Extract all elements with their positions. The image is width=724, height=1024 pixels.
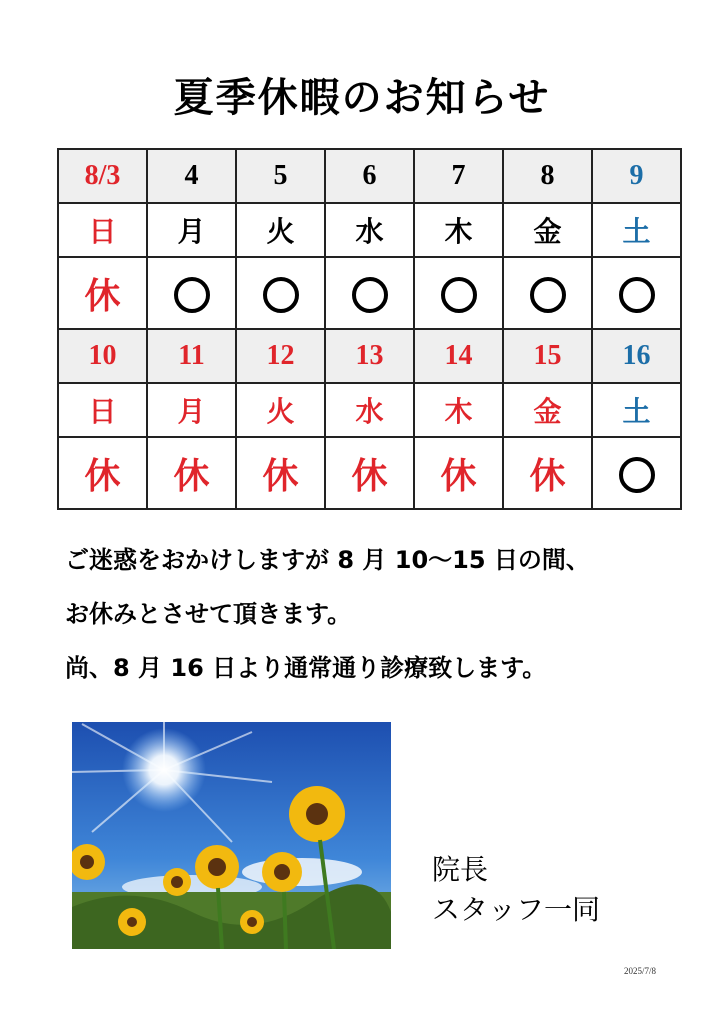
- status-cell: [147, 257, 236, 329]
- date-cell: 12: [236, 329, 325, 383]
- holiday-calendar: [57, 148, 682, 510]
- weekday-cell: 月: [147, 383, 236, 437]
- date-cell: 15: [503, 329, 592, 383]
- status-cell: 休: [503, 437, 592, 509]
- date-cell: 10: [58, 329, 147, 383]
- date-cell: 8: [503, 149, 592, 203]
- weekday-cell: 金: [503, 383, 592, 437]
- open-circle-icon: [174, 277, 210, 313]
- calendar-status-row: [58, 257, 681, 329]
- date-cell: 4: [147, 149, 236, 203]
- weekday-cell: 月: [147, 203, 236, 257]
- notice-title: 夏季休暇のお知らせ: [173, 75, 551, 121]
- calendar-date-row: [58, 149, 681, 203]
- weekday-cell: 火: [236, 383, 325, 437]
- calendar-dow-row: [58, 203, 681, 257]
- status-cell: 休: [58, 257, 147, 329]
- status-cell: 休: [58, 437, 147, 509]
- weekday-cell: 土: [592, 203, 681, 257]
- weekday-cell: 水: [325, 203, 414, 257]
- weekday-cell: 日: [58, 203, 147, 257]
- date-cell: 16: [592, 329, 681, 383]
- weekday-cell: 土: [592, 383, 681, 437]
- signature-director: 院長: [432, 853, 489, 886]
- date-cell: 13: [325, 329, 414, 383]
- status-cell: 休: [325, 437, 414, 509]
- status-cell: [236, 257, 325, 329]
- date-stamp: 2025/7/8: [624, 966, 657, 976]
- status-cell: 休: [414, 437, 503, 509]
- message-line-2: お休みとさせて頂きます。: [65, 600, 352, 628]
- weekday-cell: 金: [503, 203, 592, 257]
- signature-staff: スタッフ一同: [432, 893, 601, 926]
- date-cell: 11: [147, 329, 236, 383]
- calendar-date-row: [58, 329, 681, 383]
- weekday-cell: 火: [236, 203, 325, 257]
- open-circle-icon: [441, 277, 477, 313]
- weekday-cell: 水: [325, 383, 414, 437]
- date-cell: 7: [414, 149, 503, 203]
- status-cell: [503, 257, 592, 329]
- open-circle-icon: [530, 277, 566, 313]
- date-cell: 8/3: [58, 149, 147, 203]
- status-cell: [414, 257, 503, 329]
- open-circle-icon: [352, 277, 388, 313]
- date-cell: 5: [236, 149, 325, 203]
- weekday-cell: 木: [414, 203, 503, 257]
- sunflower-photo: [72, 722, 391, 949]
- status-cell: [592, 437, 681, 509]
- open-circle-icon: [619, 277, 655, 313]
- message-line-1: ご迷惑をおかけしますが 8 月 10～15 日の間、: [65, 546, 590, 574]
- date-cell: 9: [592, 149, 681, 203]
- calendar-status-row: [58, 437, 681, 509]
- status-cell: [592, 257, 681, 329]
- weekday-cell: 木: [414, 383, 503, 437]
- date-cell: 14: [414, 329, 503, 383]
- weekday-cell: 日: [58, 383, 147, 437]
- status-cell: [325, 257, 414, 329]
- open-circle-icon: [263, 277, 299, 313]
- open-circle-icon: [619, 457, 655, 493]
- date-cell: 6: [325, 149, 414, 203]
- status-cell: 休: [236, 437, 325, 509]
- message-line-3: 尚、8 月 16 日より通常通り診療致します。: [65, 654, 547, 682]
- status-cell: 休: [147, 437, 236, 509]
- calendar-dow-row: [58, 383, 681, 437]
